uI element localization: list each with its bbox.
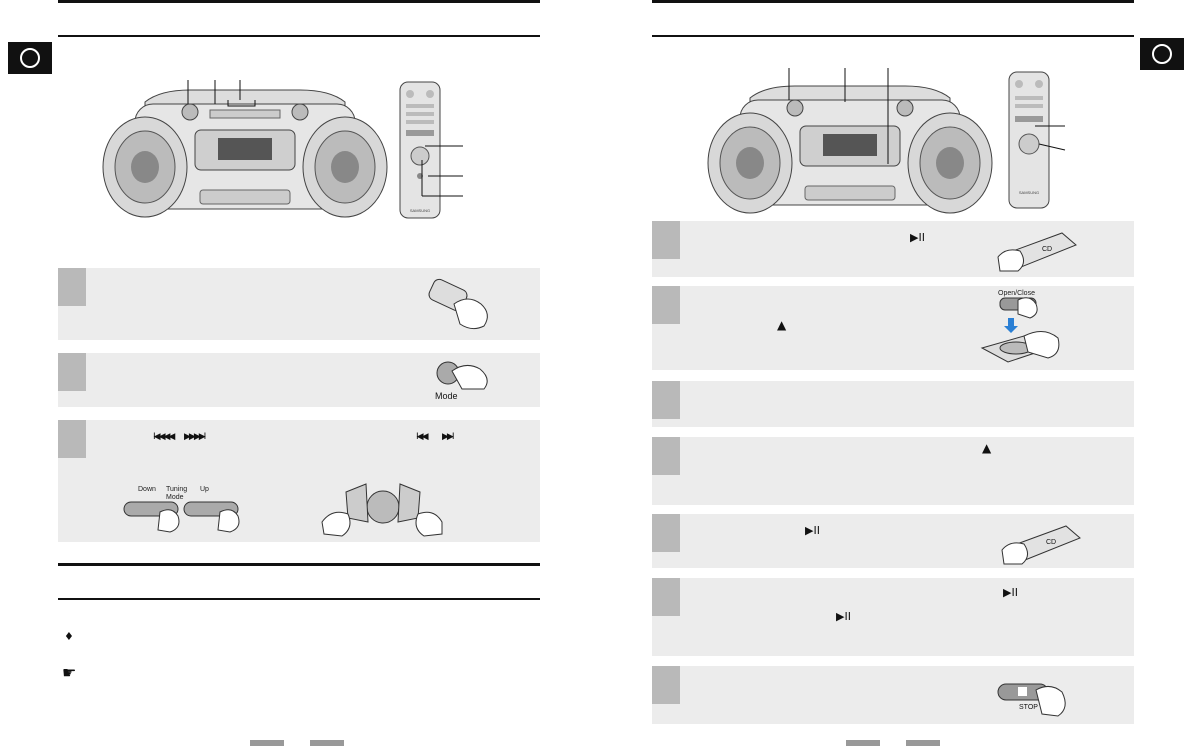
stop-button-hand-icon [992, 676, 1082, 722]
cd-label: CD [1046, 539, 1057, 546]
step-number-box [652, 437, 680, 475]
left-title-rule [58, 35, 540, 37]
left-remote-illustration [395, 80, 475, 220]
tuning-buttons-hand-icon [120, 498, 250, 534]
eject-icon: ▲ [982, 441, 992, 455]
left-step-3-panel [58, 420, 540, 542]
right-title-rule [652, 35, 1134, 37]
left-section-title-rule [58, 598, 540, 600]
right-step-1-panel [652, 221, 1134, 277]
cd-label: CD [1042, 246, 1053, 253]
language-circle-icon [1152, 44, 1172, 64]
right-page-number-block-1 [846, 740, 880, 746]
step-number-box [58, 353, 86, 391]
function-dial-hand-icon [426, 274, 496, 334]
right-language-tab [1140, 38, 1184, 70]
tuning-up-icon: ▶▶▶▶I [184, 432, 205, 442]
play-pause-icon: ▶II [805, 524, 820, 537]
step-number-box [652, 286, 680, 324]
mode-button-hand-icon [428, 357, 498, 391]
note-hand-icon: ☛ [62, 663, 77, 682]
left-remote-brand: SAMSUNG [409, 208, 431, 213]
open-close-label: Open/Close [998, 290, 1035, 297]
play-pause-icon: ▶II [910, 231, 925, 244]
mode-button-label: Mode [435, 391, 458, 401]
right-remote-brand: SAMSUNG [1018, 190, 1040, 195]
left-section-rule [58, 563, 540, 566]
play-pause-icon: ▶II [1003, 586, 1018, 599]
right-top-rule [652, 0, 1134, 3]
tuning-up-label: Up [200, 486, 209, 493]
right-step-4-panel [652, 437, 1134, 505]
open-close-hand-icon [978, 296, 1062, 368]
left-step-2-panel [58, 353, 540, 407]
step-number-box [652, 221, 680, 259]
bullet-icon: ♦ [64, 630, 74, 643]
right-page-number-block-2 [906, 740, 940, 746]
tuning-label: Tuning [166, 486, 188, 493]
left-step-1-panel [58, 268, 540, 340]
right-step-3-panel [652, 381, 1134, 427]
language-circle-icon [20, 48, 40, 68]
left-boombox-illustration [100, 72, 390, 222]
right-step-2-panel [652, 286, 1134, 370]
right-remote-illustration [1005, 70, 1075, 210]
cd-play-hand-icon [992, 225, 1082, 275]
remote-skip-hand-icon [318, 472, 448, 542]
tuning-down-label: Down [138, 486, 156, 493]
right-step-5-panel [652, 514, 1134, 568]
tuning-mode-label: Mode [166, 494, 184, 501]
right-boombox-illustration [705, 68, 995, 218]
right-step-6-panel [652, 578, 1134, 656]
skip-forward-icon: ▶▶I [442, 432, 453, 442]
right-step-7-panel [652, 666, 1134, 724]
skip-back-icon: I◀◀ [416, 432, 427, 442]
step-number-box [58, 268, 86, 306]
step-number-box [652, 666, 680, 704]
left-language-tab [8, 42, 52, 74]
step-number-box [652, 514, 680, 552]
cd-play-hand-icon [996, 518, 1086, 568]
left-top-rule [58, 0, 540, 3]
stop-label: STOP [1019, 704, 1038, 711]
tuning-down-icon: I◀◀◀◀ [153, 432, 174, 442]
step-number-box [58, 420, 86, 458]
eject-icon: ▲ [777, 318, 787, 332]
play-pause-icon: ▶II [836, 610, 851, 623]
step-number-box [652, 381, 680, 419]
left-page-number-block-2 [310, 740, 344, 746]
step-number-box [652, 578, 680, 616]
left-page-number-block-1 [250, 740, 284, 746]
